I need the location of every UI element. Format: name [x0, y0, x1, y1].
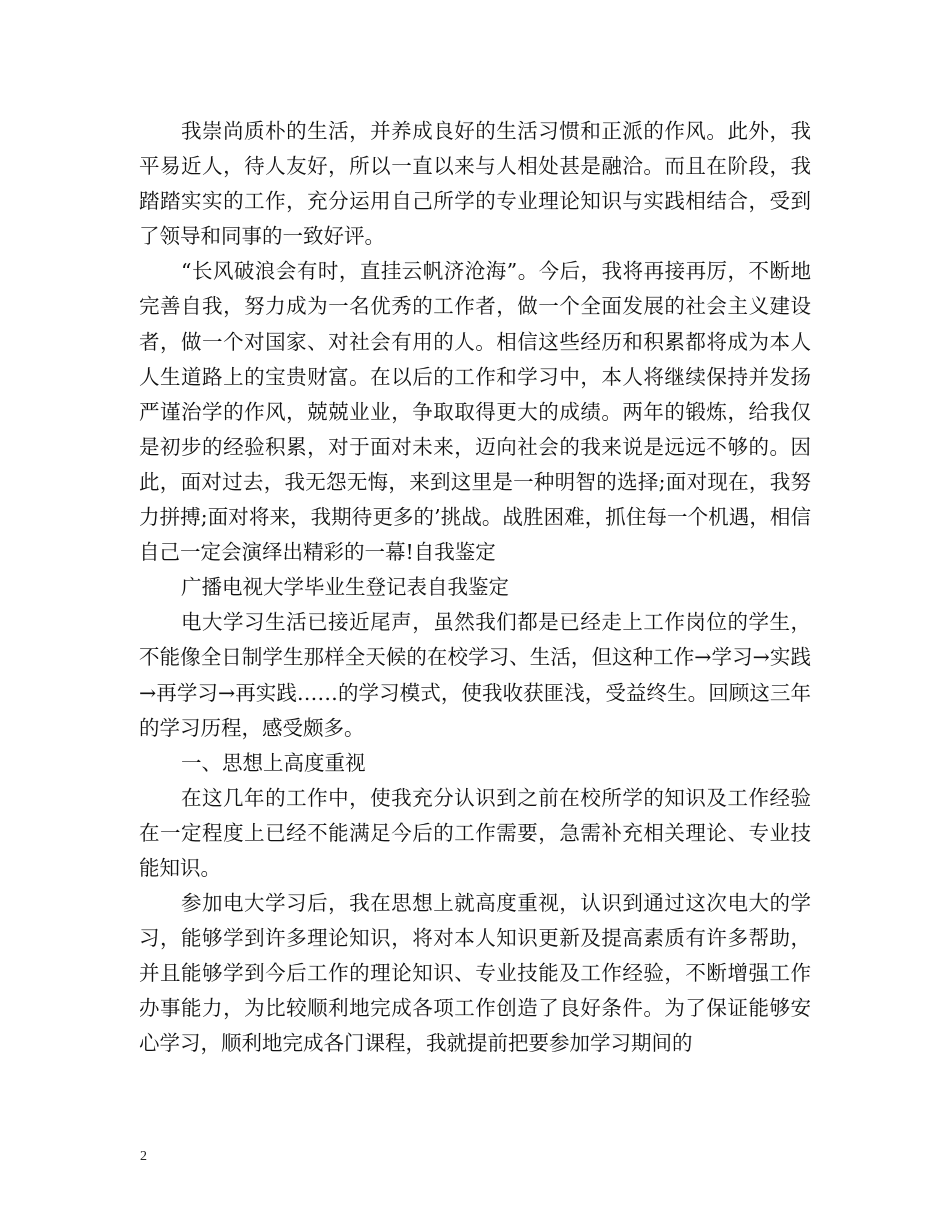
- document-body: [139, 114, 811, 1062]
- page-number: 2: [140, 1149, 147, 1164]
- paragraph-study-attitude: 参加电大学习后，我在思想上就高度重视，认识到通过这次电大的学习，能够学到许多理论知识，将对本人知识更新及提高素质有许多帮助，并且能够学到今后工作的理论知识、专业技能及工作经验，不断增强工作办事能力，为比较顺利地完成各项工作创造了良好条件。为了保证能够安心学习，顺利地完成各门课程，我就提前把要参加学习期间的: [139, 891, 811, 1056]
- section-heading-ideology: 一、思想上高度重视: [181, 750, 366, 775]
- paragraph-tvu-study: 电大学习生活已接近尾声，虽然我们都是已经走上工作岗位的学生，不能像全日制学生那样全天候的在校学习、生活，但这种工作→学习→实践→再学习→再实践……的学习模式，使我收获匪浅，受益终生。回顾这三年的学习历程，感受颇多。: [139, 610, 811, 740]
- paragraph-work-knowledge: 在这几年的工作中，使我充分认识到之前在校所学的知识及工作经验在一定程度上已经不能满足今后的工作需要，急需补充相关理论、专业技能知识。: [139, 785, 811, 880]
- paragraph-lifestyle: 我崇尚质朴的生活，并养成良好的生活习惯和正派的作风。此外，我平易近人，待人友好，所以一直以来与人相处甚是融洽。而且在阶段，我踏踏实实的工作，充分运用自己所学的专业理论知识与实践相结合，受到了领导和同事的一致好评。: [139, 119, 811, 249]
- section-heading-registration: 广播电视大学毕业生登记表自我鉴定: [181, 575, 509, 600]
- paragraph-future-outlook: “长风破浪会有时，直挂云帆济沧海”。今后，我将再接再厉，不断地完善自我，努力成为一名优秀的工作者，做一个全面发展的社会主义建设者，做一个对国家、对社会有用的人。相信这些经历和积累都将成为本人人生道路上的宝贵财富。在以后的工作和学习中，本人将继续保持并发扬严谨治学的作风，兢兢业业，争取取得更大的成绩。两年的锻炼，给我仅是初步的经验积累，对于面对未来，迈向社会的我来说是远远不够的。因此，面对过去，我无怨无悔，来到这里是一种明智的选择;面对现在，我努力拼搏;面对将来，我期待更多的’挑战。战胜困难，抓住每一个机遇，相信自己一定会演绎出精彩的一幕!自我鉴定: [139, 259, 811, 565]
